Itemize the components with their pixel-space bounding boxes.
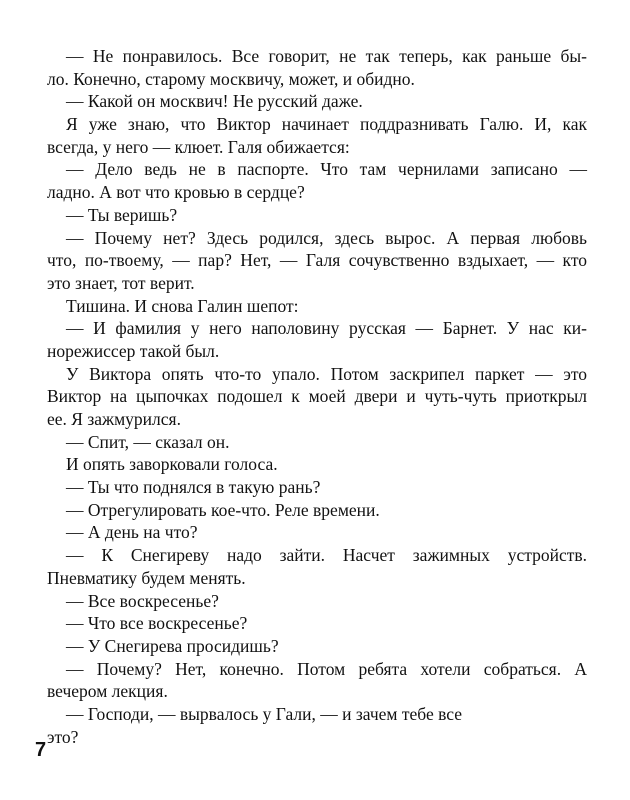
text-line: — Дело ведь не в паспорте. Что там чернилами записано — bbox=[66, 159, 587, 180]
text-line: Виктор на цыпочках подошел к моей двери и чуть-чуть приоткрыл bbox=[47, 386, 587, 407]
text-line: норежиссер такой был. bbox=[47, 340, 220, 361]
text-line: — Отрегулировать кое-что. Реле времени. bbox=[66, 499, 380, 520]
text-line: это знает, тот верит. bbox=[47, 272, 195, 293]
text-line: — И фамилия у него наполовину русская — Барнет. У нас ки- bbox=[66, 318, 587, 339]
text-line: — Почему нет? Здесь родился, здесь вырос. А первая любовь bbox=[66, 227, 587, 248]
text-line: — Все воскресенье? bbox=[66, 590, 219, 611]
text-line: — Не понравилось. Все говорит, не так теперь, как раньше бы- bbox=[66, 46, 587, 66]
text-line: — Что все воскресенье? bbox=[66, 613, 248, 634]
body-text bbox=[47, 45, 587, 748]
text-line: это? bbox=[47, 726, 79, 747]
text-line: — Ты веришь? bbox=[66, 204, 178, 225]
text-line: — А день на что? bbox=[66, 522, 198, 543]
text-line: ладно. А вот что кровью в сердце? bbox=[47, 182, 305, 203]
text-line: — У Снегирева просидишь? bbox=[66, 635, 279, 656]
text-line: И опять заворковали голоса. bbox=[66, 454, 278, 475]
page-number: 7 bbox=[35, 739, 47, 761]
text-line: вечером лекция. bbox=[47, 681, 168, 702]
text-line: У Виктора опять что-то упало. Потом заскрипел паркет — это bbox=[66, 363, 587, 384]
text-line: — Почему? Нет, конечно. Потом ребята хотели собраться. А bbox=[66, 658, 587, 679]
text-line: Я уже знаю, что Виктор начинает поддразнивать Галю. И, как bbox=[66, 114, 587, 135]
text-line: ло. Конечно, старому москвичу, может, и обидно. bbox=[47, 68, 415, 89]
text-line: — Какой он москвич! Не русский даже. bbox=[66, 91, 363, 112]
text-line: — К Снегиреву надо зайти. Насчет зажимных устройств. bbox=[66, 545, 587, 566]
text-line: — Спит, — сказал он. bbox=[66, 431, 230, 452]
text-line: Тишина. И снова Галин шепот: bbox=[66, 295, 299, 316]
text-line: Пневматику будем менять. bbox=[47, 567, 246, 588]
text-line: ее. Я зажмурился. bbox=[47, 409, 181, 429]
text-line: — Господи, — вырвалось у Гали, — и зачем тебе все bbox=[66, 703, 463, 724]
text-line: всегда, у него — клюет. Галя обижается: bbox=[47, 136, 350, 157]
text-line: что, по-твоему, — пар? Нет, — Галя сочувственно вздыхает, — кто bbox=[47, 250, 587, 271]
text-line: — Ты что поднялся в такую рань? bbox=[66, 477, 321, 498]
